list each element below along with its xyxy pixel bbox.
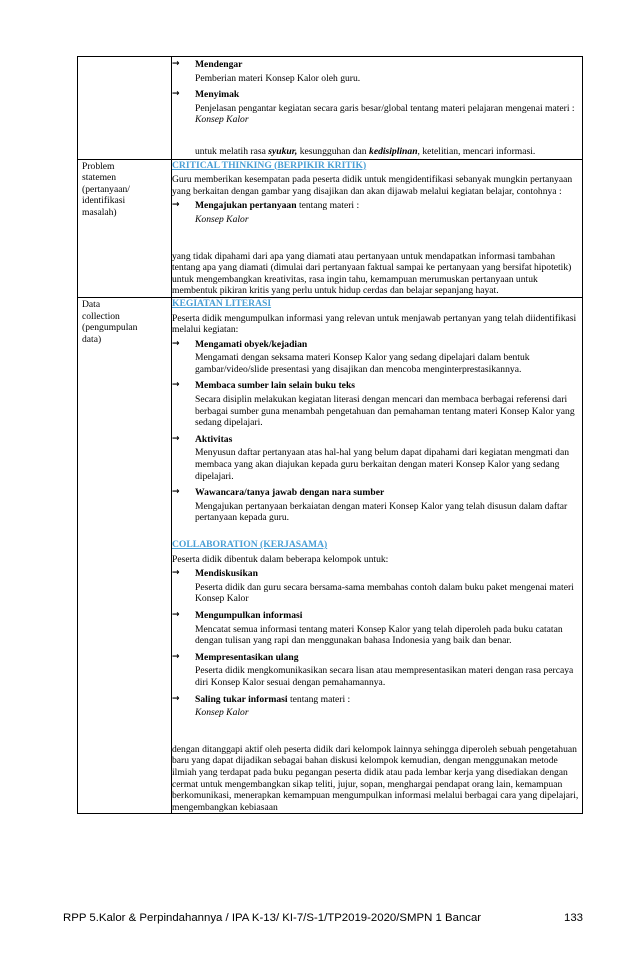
list-item: → Aktivitas: [172, 433, 233, 445]
arrow-right-icon: →: [172, 200, 180, 211]
row-content-cell: [172, 159, 583, 297]
list-item: → Mendiskusikan: [172, 568, 258, 580]
arrow-right-icon: →: [172, 568, 180, 579]
closing-paragraph: untuk melatih rasa syukur, kesungguhan dan kedisiplinan, ketelitian, mencari informasi.: [195, 145, 536, 157]
closing-paragraph: yang tidak dipahami dari apa yang diamati atau pertanyaan untuk mendapatkan informasi tambahan tentang apa yang diamati (dimulai dari pertanyaan faktual sampai ke pertanyaan yang bersifat hipotetik) untuk mengembangkan kreativitas, rasa ingin tahu, kemampuan merumuskan pertanyaan untuk membentuk pikiran kritis yang perlu untuk hidup cerdas dan belajar sepanjang hayat.: [172, 250, 572, 297]
intro-paragraph: Peserta didik dibentuk dalam beberapa kelompok untuk:: [172, 553, 389, 565]
row-data-collection: [78, 297, 583, 813]
arrow-right-icon: →: [172, 380, 180, 391]
list-item: → Menyimak: [172, 89, 240, 101]
intro-paragraph: Guru memberikan kesempatan pada peserta didik untuk mengidentifikasi sebanyak mungkin pertanyaan yang berkaitan dengan gambar yang disajikan dan akan dijawab melalui kegiatan belajar, contohnya :: [172, 174, 573, 197]
page-footer: [63, 912, 583, 928]
list-item: → Saling tukar informasi tentang materi :: [172, 693, 351, 705]
lesson-plan-table: [77, 56, 583, 814]
list-item: → Mengamati obyek/kejadian: [172, 338, 308, 350]
item-description: Secara disiplin melakukan kegiatan literasi dengan mencari dan membaca berbagai referensi dari berbagai sumber guna menambah pengetahuan dan pemahaman tentang materi Konsep Kalor yang sedang dipelajari.: [195, 394, 575, 429]
arrow-right-icon: →: [172, 433, 180, 444]
page-number: 133: [563, 912, 583, 924]
closing-paragraph: dengan ditanggapi aktif oleh peserta didik dari kelompok lainnya sehingga diperoleh sebuah pengetahuan baru yang dapat dijadikan sebagai bahan diskusi kelompok kemudian, dengan menggunakan metode ilmiah yang terdapat pada buku pegangan peserta didik atau pada lembar kerja yang disediakan dengan cermat untuk mengembangkan sikap teliti, jujur, sopan, menghargai pendapat orang lain, kemampuan berkomunikasi, menerapkan kemampuan mengumpulkan informasi melalui berbagai cara yang dipelajari, mengembangkan kebiasaan: [172, 743, 579, 813]
topic-name: Konsep Kalor: [195, 213, 249, 225]
arrow-right-icon: →: [172, 609, 180, 620]
row-problem-statement: [78, 159, 583, 297]
list-item: → Mengajukan pertanyaan tentang materi :: [172, 200, 360, 212]
list-item: → Membaca sumber lain selain buku teks: [172, 380, 356, 392]
row-content-cell: [172, 297, 583, 813]
item-description: Mengamati dengan seksama materi Konsep Kalor yang sedang dipelajari dalam bentuk gambar/video/slide presentasi yang disajikan dan mencoba menginterprestasikannya.: [195, 352, 530, 375]
list-item: → Wawancara/tanya jawab dengan nara sumber: [172, 487, 385, 499]
arrow-right-icon: →: [172, 89, 180, 100]
item-description: Mencatat semua informasi tentang materi Konsep Kalor yang telah diperoleh pada buku catatan dengan tulisan yang rapi dan menggunakan bahasa Indonesia yang baik dan benar.: [195, 623, 563, 647]
topic-name: Konsep Kalor: [195, 707, 249, 719]
intro-paragraph: Peserta didik mengumpulkan informasi yang relevan untuk menjawab pertanyan yang telah diidentifikasi melalui kegiatan:: [172, 312, 577, 336]
row-label-cell: Data collection (pengumpulan data): [78, 297, 172, 813]
item-description: Mengajukan pertanyaan berkaiatan dengan materi Konsep Kalor yang telah disusun dalam daftar pertanyaan kepada guru.: [195, 500, 568, 524]
list-item: → Mengumpulkan informasi: [172, 609, 303, 621]
item-description: Menyusun daftar pertanyaan atas hal-hal yang belum dapat dipahami dari kegiatan mengmati dan membaca yang akan diajukan kepada guru berkaitan dengan materi Konsep Kalor yang sedang dipelajari.: [195, 447, 570, 482]
item-description: Penjelasan pengantar kegiatan secara garis besar/global tentang materi pelajaran mengenai materi : Konsep Kalor: [195, 102, 575, 126]
arrow-right-icon: →: [172, 651, 180, 662]
section-title: COLLABORATION (KERJASAMA): [172, 539, 328, 550]
section-title: CRITICAL THINKING (BERPIKIR KRITIK): [172, 159, 367, 171]
row-label-cell: [78, 57, 172, 160]
arrow-right-icon: →: [172, 59, 180, 69]
section-title: KEGIATAN LITERASI: [172, 297, 272, 309]
list-item: → Mendengar: [172, 59, 243, 70]
arrow-right-icon: →: [172, 338, 180, 349]
row-content-cell: [172, 57, 583, 160]
item-description: Peserta didik dan guru secara bersama-sama membahas contoh dalam buku paket mengenai materi Konsep Kalor: [195, 581, 574, 605]
item-description: Pemberian materi Konsep Kalor oleh guru.: [195, 72, 361, 84]
list-item: → Mempresentasikan ulang: [172, 651, 299, 663]
row-label-cell: Problem statemen (pertanyaan/ identifikasi masalah): [78, 159, 172, 297]
footer-document-title: RPP 5.Kalor & Perpindahannya / IPA K-13/ KI-7/S-1/TP2019-2020/SMPN 1 Bancar: [63, 912, 482, 924]
topic-name: Konsep Kalor: [195, 114, 249, 126]
item-description: Peserta didik mengkomunikasikan secara lisan atau mempresentasikan materi dengan rasa percaya diri Konsep Kalor sesuai dengan pemahamannya.: [195, 665, 574, 688]
arrow-right-icon: →: [172, 693, 180, 704]
row-observing: [78, 57, 583, 160]
arrow-right-icon: →: [172, 487, 180, 498]
